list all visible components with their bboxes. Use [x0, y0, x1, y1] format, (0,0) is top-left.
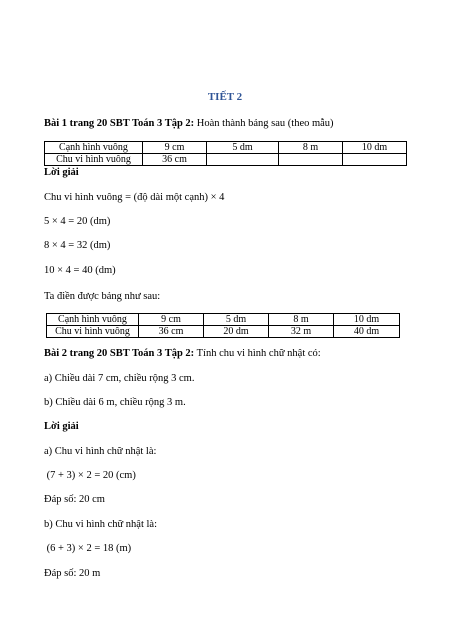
solution-line: Ta điền được bảng như sau:: [44, 291, 161, 302]
table-cell: [207, 154, 279, 166]
table-cell: 36 cm: [143, 154, 207, 166]
exercise-2-part-a: a) Chiều dài 7 cm, chiều rộng 3 cm.: [44, 373, 195, 384]
table-cell: Chu vi hình vuông: [45, 154, 143, 166]
table-cell: 10 dm: [334, 314, 400, 326]
table-row: [45, 154, 407, 166]
table-cell: 9 cm: [139, 314, 204, 326]
page-title: TIẾT 2: [207, 91, 243, 103]
exercise-1-heading: Bài 1 trang 20 SBT Toán 3 Tập 2:: [44, 118, 195, 129]
exercise-2-text: Tính chu vi hình chữ nhật có:: [194, 348, 321, 359]
solution-line: (6 + 3) × 2 = 18 (m): [44, 543, 132, 554]
table-cell: Cạnh hình vuông: [45, 142, 143, 154]
table-row: [47, 314, 400, 326]
table-cell: 32 m: [269, 326, 334, 338]
table-cell: 36 cm: [139, 326, 204, 338]
table-cell: 8 m: [279, 142, 343, 154]
solution-line: 10 × 4 = 40 (dm): [44, 265, 116, 276]
table-cell: 20 dm: [204, 326, 269, 338]
solution-line: Đáp số: 20 m: [44, 568, 101, 579]
table-cell: 40 dm: [334, 326, 400, 338]
solution-label-1: Lời giải: [44, 167, 79, 178]
solution-line: Đáp số: 20 cm: [44, 494, 105, 505]
table-cell: 5 dm: [204, 314, 269, 326]
table-cell: 9 cm: [143, 142, 207, 154]
exercise-2-part-b: b) Chiều dài 6 m, chiều rộng 3 m.: [44, 397, 186, 408]
solution-line: b) Chu vi hình chữ nhật là:: [44, 519, 158, 530]
exercise-2-prompt: [44, 347, 321, 360]
table-blank: [44, 141, 407, 166]
table-cell: Cạnh hình vuông: [47, 314, 139, 326]
exercise-1-prompt: [44, 117, 334, 130]
exercise-2-heading: Bài 2 trang 20 SBT Toán 3 Tập 2:: [44, 348, 195, 359]
solution-label-2: Lời giải: [44, 421, 79, 432]
table-filled: [46, 313, 400, 338]
solution-line: a) Chu vi hình chữ nhật là:: [44, 446, 157, 457]
table-cell: [343, 154, 407, 166]
table-cell: 5 dm: [207, 142, 279, 154]
solution-line: Chu vi hình vuông = (độ dài một cạnh) × 4: [44, 192, 225, 203]
solution-line: (7 + 3) × 2 = 20 (cm): [44, 470, 136, 481]
table-cell: Chu vi hình vuông: [47, 326, 139, 338]
table-cell: 8 m: [269, 314, 334, 326]
table-cell: 10 dm: [343, 142, 407, 154]
solution-line: 8 × 4 = 32 (dm): [44, 240, 111, 251]
solution-line: 5 × 4 = 20 (dm): [44, 216, 111, 227]
table-cell: [279, 154, 343, 166]
table-row: [45, 142, 407, 154]
exercise-1-text: Hoàn thành bảng sau (theo mẫu): [194, 118, 334, 129]
table-row: [47, 326, 400, 338]
